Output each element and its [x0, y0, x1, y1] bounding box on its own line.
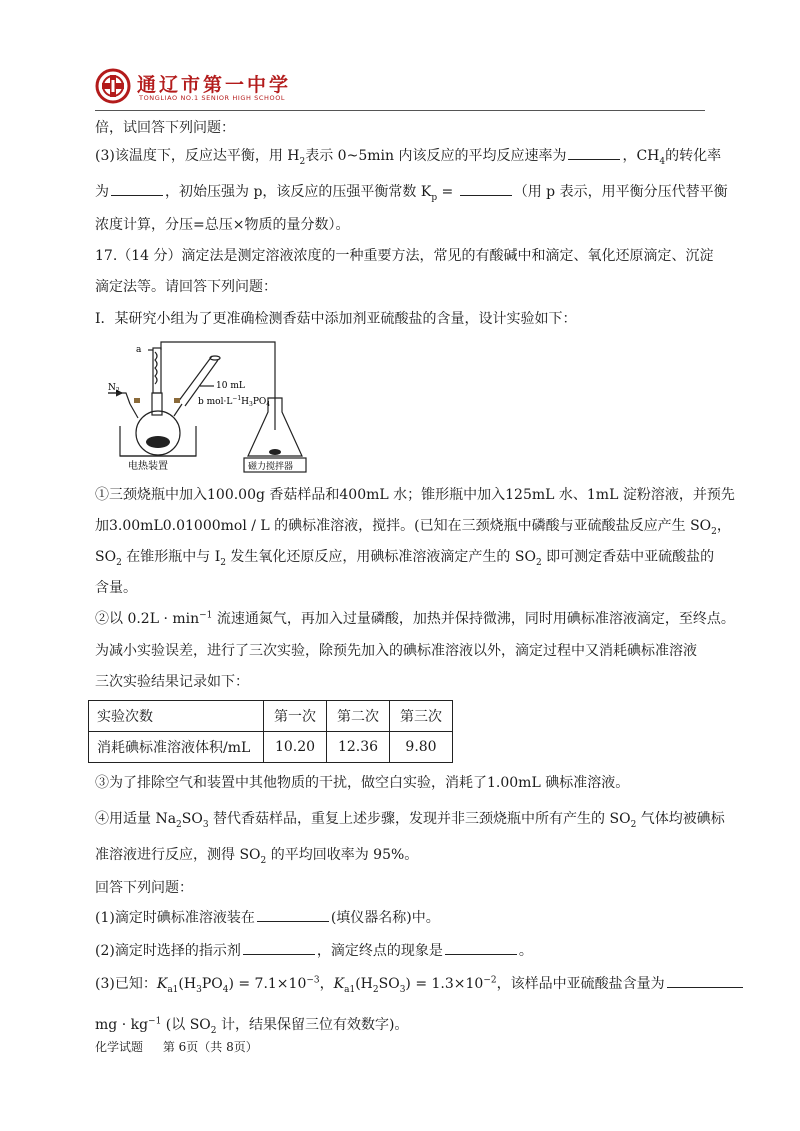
question-17-title: 17.（14 分）滴定法是测定溶液浓度的一种重要方法，常见的有酸碱中和滴定、氧化还原滴定、沉淀	[95, 248, 714, 264]
table-header-row	[89, 701, 453, 732]
table-header-cell: 实验次数	[89, 701, 264, 732]
table-cell: 12.36	[327, 732, 390, 763]
step-2-line: 为减小实验误差，进行了三次实验，除预先加入的碘标准溶液以外，滴定过程中又消耗碘标准溶液	[95, 643, 697, 659]
table-header-cell: 第一次	[264, 701, 327, 732]
label-stirrer: 磁力搅拌器	[248, 462, 294, 472]
step-4-line: 准溶液进行反应，测得 $SO_2$ 的平均回收率为 95%。	[95, 847, 419, 866]
footer-page-number: 第 6页（共 8页）	[162, 1040, 258, 1054]
step-4-line: ④用适量 $Na_2SO_3$ 替代香菇样品，重复上述步骤，发现并非三颈烧瓶中所有产生的 $SO_2$ 气体均被碘标	[95, 811, 725, 830]
results-table	[88, 700, 453, 763]
answer-blank[interactable]	[243, 942, 315, 955]
question-1: (1)滴定时碘标准溶液装在 (填仪器名称)中。	[95, 910, 440, 926]
question-3-line: 为 ，初始压强为 p，该反应的压强平衡常数 $K_p$ = （用 p 表示，用平衡分压代替平衡	[95, 184, 728, 203]
table-cell: 10.20	[264, 732, 327, 763]
table-header-cell: 第三次	[390, 701, 453, 732]
step-1-line: 加3.00mL0.01000mol / L 的碘标准溶液，搅拌。(已知在三颈烧瓶中磷酸与亚硫酸盐反应产生 $SO_2$，	[95, 518, 731, 537]
label-volume: 10 mL	[216, 381, 245, 391]
step-3-line: ③为了排除空气和装置中其他物质的干扰，做空白实验，消耗了1.00mL 碘标准溶液。	[95, 775, 630, 791]
table-row	[89, 732, 453, 763]
answer-blank[interactable]	[445, 942, 517, 955]
header-divider	[95, 110, 705, 111]
label-concentration: b $mol\cdot L^{-1}H_3PO_4$	[198, 395, 271, 408]
step-2-line: ②以 $0.2L \cdot \min^{-1}$ 流速通氮气，再加入过量磷酸，加热并保持微沸，同时用碘标准溶液滴定，至终点。	[95, 610, 735, 627]
school-logo-icon	[95, 68, 131, 104]
school-name-en: TONGLIAO NO.1 SENIOR HIGH SCHOOL	[139, 94, 286, 102]
questions-intro: 回答下列问题：	[95, 880, 193, 896]
step-1-line: $SO_2$ 在锥形瓶中与 $I_2$ 发生氧化还原反应，用碘标准溶液滴定产生的 $SO_2$ 即可测定香菇中亚硫酸盐的	[95, 549, 715, 568]
section-1-title: I．某研究小组为了更准确检测香菇中添加剂亚硫酸盐的含量，设计实验如下：	[95, 311, 577, 327]
text-line: 倍，试回答下列问题：	[95, 120, 235, 136]
table-header-cell: 第二次	[327, 701, 390, 732]
text-line: 滴定法等。请回答下列问题：	[95, 279, 277, 295]
school-name: 通辽市第一中学	[137, 74, 292, 96]
apparatus-diagram	[108, 338, 338, 473]
answer-blank[interactable]	[257, 909, 329, 922]
question-3: (3)已知：$K_{a1}(H_3PO_4) = 7.1\times 10^{-3}$，$K_{a1}(H_2SO_3) = 1.3\times 10^{-2}$，该样品中亚硫酸盐含量为	[95, 973, 745, 995]
answer-blank[interactable]	[111, 183, 163, 196]
table-cell: 9.80	[390, 732, 453, 763]
label-heater: 电热装置	[128, 461, 168, 472]
page-header	[95, 68, 705, 110]
question-3-line: (3)该温度下，反应达平衡，用 $H_2$表示 0~5min 内该反应的平均反应速率为 ，$CH_4$的转化率	[95, 148, 722, 167]
table-row-label: 消耗碘标准溶液体积/mL	[89, 732, 264, 763]
step-2-line: 三次实验结果记录如下：	[95, 674, 249, 690]
text-line: 浓度计算，分压=总压×物质的量分数）。	[95, 217, 350, 233]
footer-subject: 化学试题	[95, 1040, 144, 1054]
answer-blank[interactable]	[460, 183, 512, 196]
page-footer	[95, 1038, 274, 1055]
step-1-line: ①三颈烧瓶中加入100.00g 香菇样品和400mL 水；锥形瓶中加入125mL 水、1mL 淀粉溶液，并预先	[95, 487, 735, 503]
step-1-line: 含量。	[95, 580, 137, 596]
label-n2: $N_2$	[108, 383, 120, 394]
question-3-continued: mg · $kg^{-1}$ (以 $SO_2$ 计，结果保留三位有效数字)。	[95, 1016, 409, 1036]
answer-blank[interactable]	[667, 975, 743, 988]
question-2: (2)滴定时选择的指示剂 ，滴定终点的现象是 。	[95, 943, 533, 959]
label-a: a	[136, 345, 142, 355]
answer-blank[interactable]	[568, 147, 620, 160]
